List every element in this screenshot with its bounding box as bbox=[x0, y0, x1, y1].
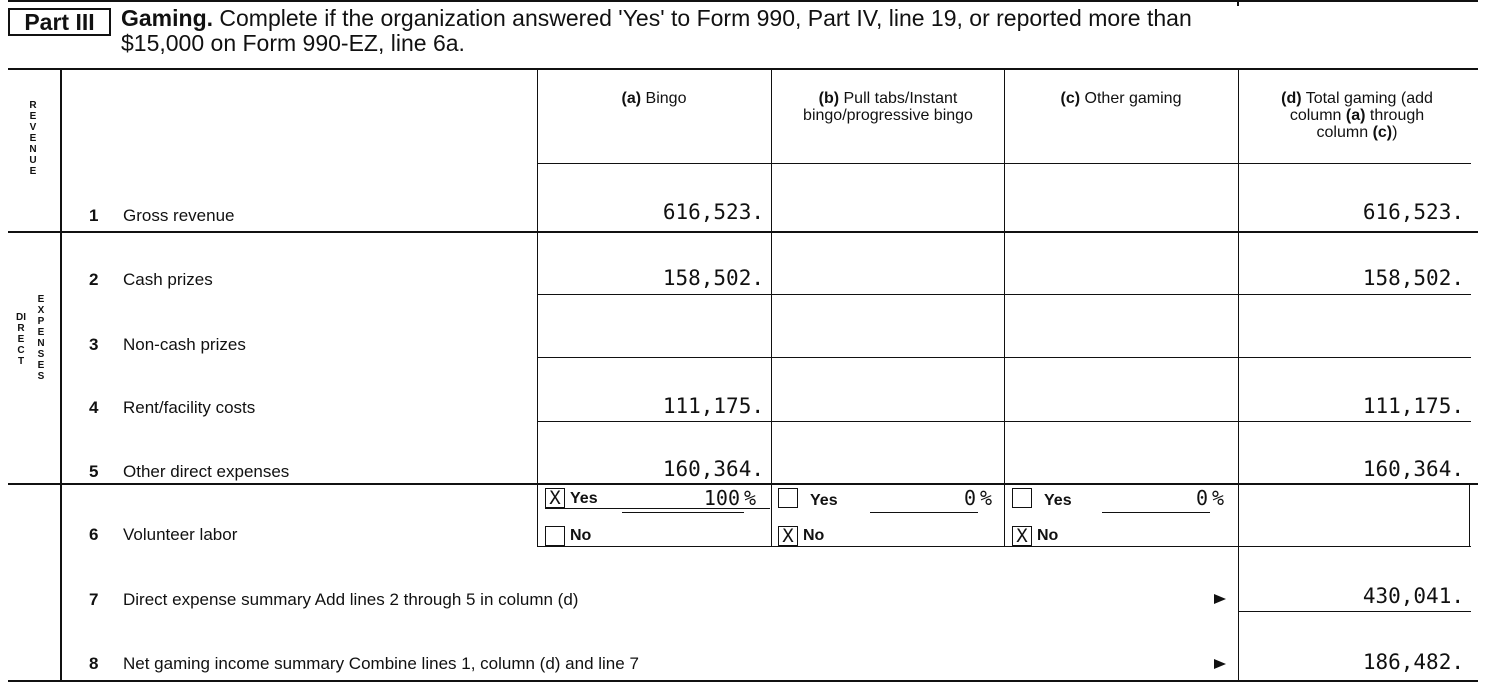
line-1-col-d: 616,523. bbox=[1362, 200, 1464, 224]
col-a-yes-label: Yes bbox=[570, 490, 598, 507]
row3-rule bbox=[537, 357, 1471, 358]
line-4-col-a: 111,175. bbox=[662, 394, 764, 418]
col-d-left bbox=[1238, 68, 1239, 680]
revenue-bottom-rule bbox=[8, 231, 1478, 233]
col-c-percent-underline bbox=[1102, 512, 1210, 513]
col-header-b: (b) Pull tabs/Instant bingo/progressive bingo bbox=[803, 90, 973, 124]
expenses-bottom-rule bbox=[8, 483, 1478, 485]
col-b-percent-underline bbox=[870, 512, 978, 513]
line-7-number: 7 bbox=[89, 590, 99, 609]
col-a-yes-percent: 100 bbox=[703, 486, 740, 510]
line-1-label: Gross revenue bbox=[123, 206, 235, 225]
col-b-yes-percent: 0 bbox=[963, 486, 976, 510]
line-8-col-d: 186,482. bbox=[1362, 650, 1464, 674]
col-a-no-checkbox[interactable] bbox=[545, 526, 565, 546]
line-6-number: 6 bbox=[89, 525, 99, 544]
col-a-percent-underline bbox=[622, 512, 744, 513]
col-b-yes-label: Yes bbox=[810, 492, 838, 509]
line-1-col-a: 616,523. bbox=[662, 200, 764, 224]
line-8-number: 8 bbox=[89, 654, 99, 673]
part-label: Part III bbox=[8, 8, 111, 36]
line-1-number: 1 bbox=[89, 206, 99, 225]
col-b-no-label: No bbox=[803, 527, 825, 544]
col-b-percent-sign: % bbox=[980, 486, 993, 510]
line-5-col-d: 160,364. bbox=[1362, 457, 1464, 481]
col-b-left bbox=[771, 68, 772, 546]
col-c-percent-sign: % bbox=[1212, 486, 1225, 510]
line-7-col-d: 430,041. bbox=[1362, 584, 1464, 608]
line-7-arrow-icon bbox=[1214, 594, 1226, 604]
col-header-c: (c) Other gaming bbox=[1060, 90, 1182, 107]
col-a-checkbox-divider bbox=[545, 508, 770, 509]
side-label-expenses: EXPENSES bbox=[37, 294, 45, 382]
side-divider bbox=[60, 68, 62, 680]
header-bottom-rule bbox=[537, 163, 1471, 164]
line-6-label: Volunteer labor bbox=[123, 525, 238, 544]
line-8-label: Net gaming income summary Combine lines 1, column (d) and line 7 bbox=[123, 654, 639, 673]
col-a-no-label: No bbox=[570, 527, 592, 544]
row7-rule bbox=[1238, 611, 1471, 612]
final-bottom-rule bbox=[8, 680, 1478, 682]
col-b-no-checkbox[interactable]: X bbox=[778, 526, 798, 546]
side-label-revenue: REVENUE bbox=[29, 100, 37, 177]
part-title bbox=[121, 6, 1192, 31]
line-2-label: Cash prizes bbox=[123, 270, 213, 289]
line-2-col-d: 158,502. bbox=[1362, 266, 1464, 290]
col-a-yes-checkbox[interactable]: X bbox=[545, 488, 565, 508]
table-top-rule bbox=[8, 68, 1478, 70]
part-title-line2: $15,000 on Form 990-EZ, line 6a. bbox=[121, 30, 465, 56]
row2-rule bbox=[537, 294, 1471, 295]
line-8-arrow-icon bbox=[1214, 659, 1226, 669]
col-a-left bbox=[537, 68, 538, 546]
line-5-number: 5 bbox=[89, 462, 99, 481]
top-border-tick bbox=[1237, 0, 1239, 6]
top-border bbox=[8, 0, 1478, 2]
line-2-col-a: 158,502. bbox=[662, 266, 764, 290]
col-a-percent-sign: % bbox=[744, 486, 757, 510]
line-3-number: 3 bbox=[89, 335, 99, 354]
col-c-left bbox=[1004, 68, 1005, 546]
part-title-bold: Gaming. bbox=[121, 5, 214, 31]
row4-rule bbox=[537, 421, 1471, 422]
col-header-d: (d) Total gaming (add column (a) through column (c)) bbox=[1281, 90, 1433, 141]
side-label-direct: DIRECT bbox=[16, 312, 26, 367]
part-title-rest: Complete if the organization answered 'Yes' to Form 990, Part IV, line 19, or reported more than bbox=[213, 5, 1192, 31]
col-c-no-checkbox[interactable]: X bbox=[1012, 526, 1032, 546]
col-c-yes-checkbox[interactable] bbox=[1012, 488, 1032, 508]
line-4-label: Rent/facility costs bbox=[123, 398, 256, 417]
col-header-a: (a) Bingo bbox=[621, 90, 687, 107]
col-c-yes-label: Yes bbox=[1044, 492, 1072, 509]
line-5-col-a: 160,364. bbox=[662, 457, 764, 481]
col-d-right-6 bbox=[1469, 483, 1470, 546]
line-2-number: 2 bbox=[89, 270, 99, 289]
col-b-yes-checkbox[interactable] bbox=[778, 488, 798, 508]
line-4-col-d: 111,175. bbox=[1362, 394, 1464, 418]
col-c-no-label: No bbox=[1037, 527, 1059, 544]
col-c-yes-percent: 0 bbox=[1195, 486, 1208, 510]
line-4-number: 4 bbox=[89, 398, 99, 417]
line-7-label: Direct expense summary Add lines 2 through 5 in column (d) bbox=[123, 590, 579, 609]
row6-rule bbox=[537, 546, 1471, 547]
line-5-label: Other direct expenses bbox=[123, 462, 290, 481]
line-3-label: Non-cash prizes bbox=[123, 335, 246, 354]
